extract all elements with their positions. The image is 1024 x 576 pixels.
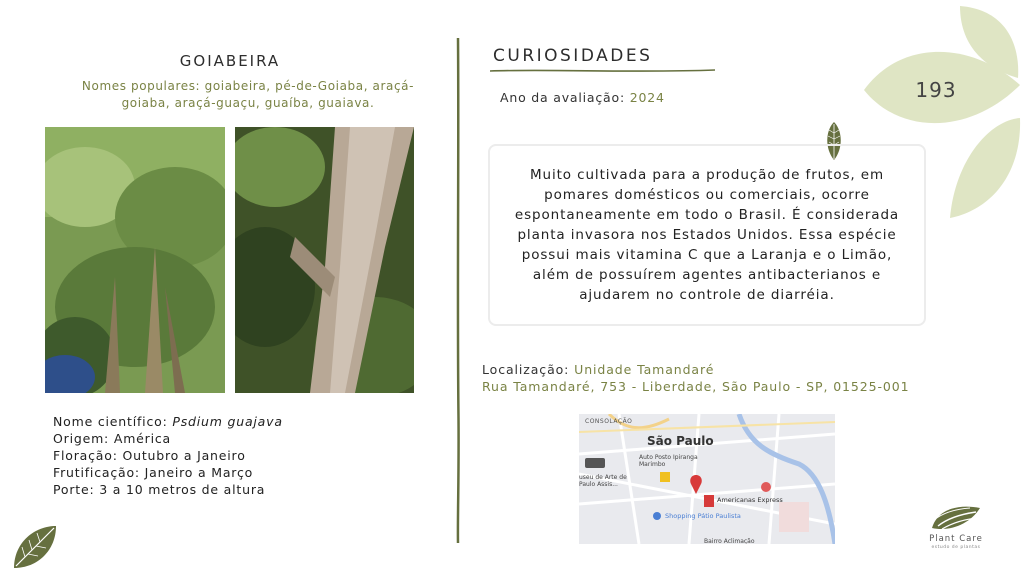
map-poi-store: Americanas Express <box>717 496 783 504</box>
map-poi-mall: Shopping Pátio Paulista <box>665 512 741 520</box>
map-poi-museum: useu de Arte de Paulo Assis... <box>579 474 627 488</box>
fact-flowering: Floração: Outubro a Janeiro <box>53 448 246 463</box>
map-city-label: São Paulo <box>647 434 714 448</box>
logo-name: Plant Care <box>929 534 983 544</box>
scientific-name-value: Psdium guajava <box>172 414 283 429</box>
plant-care-logo-icon <box>930 502 982 532</box>
plant-photo-trunk <box>235 127 414 393</box>
popular-names: Nomes populares: goiabeira, pé-de-Goiaba, araçá-goiaba, araçá-guaçu, guaíba, guaiava. <box>81 79 415 110</box>
location-line: Localização: Unidade Tamandaré <box>482 362 715 377</box>
curiosity-text: Muito cultivada para a produção de frutos, em pomares domésticos ou comerciais, ocorre espontaneamente em todo o Brasil. É considerada planta invasora nos Estados Unidos. Essa espécie possui mais vitamina C que a Laranja e o Limão, além de possuírem agentes antibacterianos e ajudarem no controle de diarréia. <box>514 167 900 303</box>
leaf-icon-bottom-left <box>10 522 60 572</box>
curiosity-text-box <box>488 144 926 326</box>
evaluation-year-value: 2024 <box>629 90 665 105</box>
location-address: Rua Tamandaré, 753 - Liberdade, São Paulo - SP, 01525-001 <box>482 379 910 394</box>
logo-tagline: estudo de plantas <box>931 545 981 550</box>
evaluation-year: Ano da avaliação: 2024 <box>500 90 665 105</box>
location-unit: Unidade Tamandaré <box>574 362 715 377</box>
fact-size: Porte: 3 a 10 metros de altura <box>53 482 266 497</box>
fact-fruiting: Frutificação: Janeiro a Março <box>53 465 254 480</box>
page-number-badge: 193 <box>915 78 957 102</box>
fact-origin: Origem: América <box>53 431 171 446</box>
plant-photo-foliage <box>45 127 225 393</box>
map-poi-gas: Auto Posto Ipiranga Marimbo <box>639 454 698 468</box>
section-title: CURIOSIDADES <box>493 46 653 66</box>
fact-scientific-name: Nome científico: Psdium guajava <box>53 414 283 429</box>
map-poi-bottom: Bairro Aclimação <box>704 538 755 544</box>
plant-title: GOIABEIRA <box>179 52 281 70</box>
map-district-label: CONSOLAÇÃO <box>585 418 633 425</box>
location-block <box>482 361 909 395</box>
plant-facts <box>53 413 283 498</box>
column-divider <box>456 38 460 543</box>
section-underline <box>490 68 715 74</box>
location-map[interactable] <box>579 414 835 544</box>
